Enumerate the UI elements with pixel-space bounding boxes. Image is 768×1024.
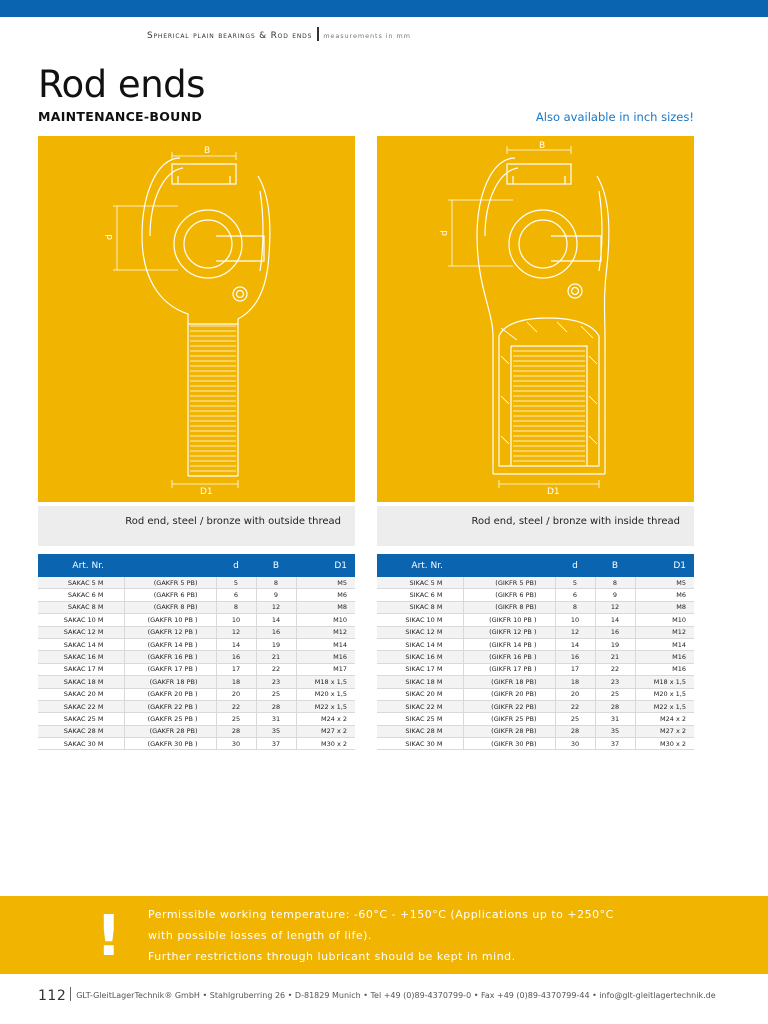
cell-art-nr: SAKAC 16 M xyxy=(38,651,124,663)
cell-d1: M27 x 2 xyxy=(635,725,694,737)
cell-d1: M30 x 2 xyxy=(296,738,355,750)
cell-art-nr: SAKAC 30 M xyxy=(38,738,124,750)
col-d1: D1 xyxy=(635,554,694,577)
cell-d: 10 xyxy=(555,614,595,626)
cell-d: 30 xyxy=(216,738,256,750)
dim-b-label-right: B xyxy=(539,141,546,151)
caption-text: Rod end, steel / bronze with outside thread xyxy=(125,516,341,527)
info-text xyxy=(148,904,614,967)
cell-alt-nr: (GAKFR 10 PB ) xyxy=(124,614,216,626)
cell-art-nr: SAKAC 8 M xyxy=(38,601,124,613)
info-line: Further restrictions through lubricant should be kept in mind. xyxy=(148,950,516,963)
cell-b: 25 xyxy=(595,688,635,700)
cell-b: 31 xyxy=(256,713,296,725)
table-row xyxy=(38,663,355,675)
cell-b: 21 xyxy=(595,651,635,663)
cell-b: 22 xyxy=(256,663,296,675)
cell-b: 12 xyxy=(595,601,635,613)
footer xyxy=(38,987,738,1004)
cell-alt-nr: (GIKFR 18 PB) xyxy=(463,676,555,688)
cell-art-nr: SIKAC 17 M xyxy=(377,663,463,675)
table-row xyxy=(38,700,355,712)
cell-art-nr: SAKAC 18 M xyxy=(38,676,124,688)
table-inside-thread xyxy=(377,554,694,750)
cell-d: 5 xyxy=(555,577,595,589)
cell-d1: M14 xyxy=(635,638,694,650)
cell-b: 21 xyxy=(256,651,296,663)
cell-art-nr: SAKAC 22 M xyxy=(38,700,124,712)
col-d: d xyxy=(555,554,595,577)
cell-b: 37 xyxy=(256,738,296,750)
cell-alt-nr: (GAKFR 17 PB ) xyxy=(124,663,216,675)
table-row xyxy=(38,638,355,650)
cell-d1: M10 xyxy=(296,614,355,626)
cell-d: 14 xyxy=(216,638,256,650)
table-row xyxy=(377,626,694,638)
diagram-inside-thread xyxy=(377,136,694,502)
table-row xyxy=(377,663,694,675)
cell-d: 20 xyxy=(555,688,595,700)
cell-alt-nr: (GIKFR 22 PB) xyxy=(463,700,555,712)
cell-alt-nr: (GAKFR 12 PB ) xyxy=(124,626,216,638)
cell-b: 9 xyxy=(595,589,635,601)
footer-divider xyxy=(70,987,71,1001)
top-color-bar xyxy=(0,0,768,17)
cell-b: 22 xyxy=(595,663,635,675)
col-b: B xyxy=(256,554,296,577)
cell-art-nr: SIKAC 25 M xyxy=(377,713,463,725)
cell-d: 12 xyxy=(216,626,256,638)
cell-d: 28 xyxy=(216,725,256,737)
cell-alt-nr: (GAKFR 20 PB ) xyxy=(124,688,216,700)
cell-alt-nr: (GAKFR 22 PB ) xyxy=(124,700,216,712)
rod-end-inside-thread-drawing xyxy=(377,136,694,502)
cell-b: 19 xyxy=(256,638,296,650)
cell-d: 20 xyxy=(216,688,256,700)
cell-art-nr: SIKAC 10 M xyxy=(377,614,463,626)
cell-alt-nr: (GIKFR 5 PB) xyxy=(463,577,555,589)
cell-d: 22 xyxy=(216,700,256,712)
dim-b-label: B xyxy=(204,146,211,156)
dim-d-label: d xyxy=(105,234,115,240)
cell-alt-nr: (GAKFR 28 PB) xyxy=(124,725,216,737)
cell-d: 25 xyxy=(216,713,256,725)
cell-d: 30 xyxy=(555,738,595,750)
cell-art-nr: SAKAC 10 M xyxy=(38,614,124,626)
cell-b: 23 xyxy=(595,676,635,688)
table-row xyxy=(377,601,694,613)
cell-alt-nr: (GAKFR 5 PB) xyxy=(124,577,216,589)
table-row xyxy=(38,725,355,737)
cell-art-nr: SAKAC 5 M xyxy=(38,577,124,589)
cell-alt-nr: (GIKFR 28 PB) xyxy=(463,725,555,737)
cell-b: 25 xyxy=(256,688,296,700)
cell-d: 28 xyxy=(555,725,595,737)
cell-d1: M8 xyxy=(296,601,355,613)
cell-d1: M20 x 1,5 xyxy=(635,688,694,700)
cell-d: 8 xyxy=(216,601,256,613)
cell-b: 31 xyxy=(595,713,635,725)
page-title: Rod ends xyxy=(38,63,205,106)
cell-d1: M27 x 2 xyxy=(296,725,355,737)
cell-alt-nr: (GIKFR 6 PB) xyxy=(463,589,555,601)
caption-outside-thread xyxy=(38,506,355,546)
cell-art-nr: SIKAC 30 M xyxy=(377,738,463,750)
table-row xyxy=(377,738,694,750)
cell-d1: M18 x 1,5 xyxy=(296,676,355,688)
cell-alt-nr: (GAKFR 16 PB ) xyxy=(124,651,216,663)
rod-end-outside-thread-drawing xyxy=(38,136,355,502)
cell-art-nr: SIKAC 16 M xyxy=(377,651,463,663)
cell-b: 23 xyxy=(256,676,296,688)
cell-b: 12 xyxy=(256,601,296,613)
cell-b: 8 xyxy=(595,577,635,589)
cell-d: 16 xyxy=(216,651,256,663)
cell-alt-nr: (GAKFR 6 PB) xyxy=(124,589,216,601)
cell-art-nr: SAKAC 12 M xyxy=(38,626,124,638)
table-row xyxy=(38,601,355,613)
cell-d1: M5 xyxy=(296,577,355,589)
caption-text: Rod end, steel / bronze with inside thread xyxy=(471,516,680,527)
col-d1: D1 xyxy=(296,554,355,577)
cell-d: 17 xyxy=(216,663,256,675)
cell-d: 5 xyxy=(216,577,256,589)
cell-alt-nr: (GAKFR 8 PB) xyxy=(124,601,216,613)
cell-alt-nr: (GAKFR 14 PB ) xyxy=(124,638,216,650)
table-row xyxy=(377,676,694,688)
header-divider xyxy=(317,27,319,41)
table-row xyxy=(377,700,694,712)
col-art-nr: Art. Nr. xyxy=(38,554,124,577)
cell-d1: M12 xyxy=(296,626,355,638)
cell-b: 19 xyxy=(595,638,635,650)
table-outside-thread xyxy=(38,554,355,750)
cell-alt-nr: (GIKFR 20 PB) xyxy=(463,688,555,700)
cell-d1: M14 xyxy=(296,638,355,650)
cell-d1: M18 x 1,5 xyxy=(635,676,694,688)
cell-art-nr: SIKAC 5 M xyxy=(377,577,463,589)
cell-b: 16 xyxy=(256,626,296,638)
col-art-nr: Art. Nr. xyxy=(377,554,463,577)
cell-alt-nr: (GIKFR 14 PB ) xyxy=(463,638,555,650)
cell-d: 22 xyxy=(555,700,595,712)
cell-alt-nr: (GIKFR 17 PB ) xyxy=(463,663,555,675)
table-row xyxy=(38,577,355,589)
cell-b: 28 xyxy=(256,700,296,712)
col-alt xyxy=(124,554,216,577)
cell-b: 35 xyxy=(595,725,635,737)
table-row xyxy=(377,589,694,601)
cell-d1: M22 x 1,5 xyxy=(635,700,694,712)
footer-address: GLT-GleitLagerTechnik® GmbH • Stahlgruberring 26 • D-81829 Munich • Tel +49 (0)89-4370799-0 • Fax +49 (0)89-4370799-44 • info@glt-gleitlagertechnik.de xyxy=(76,991,716,1000)
cell-d: 18 xyxy=(555,676,595,688)
dim-d1-label: D1 xyxy=(200,487,213,497)
cell-d1: M6 xyxy=(635,589,694,601)
cell-d: 16 xyxy=(555,651,595,663)
table-row xyxy=(377,688,694,700)
cell-d: 10 xyxy=(216,614,256,626)
cell-b: 35 xyxy=(256,725,296,737)
table-row xyxy=(38,589,355,601)
cell-art-nr: SIKAC 22 M xyxy=(377,700,463,712)
page-subtitle: MAINTENANCE-BOUND xyxy=(38,109,203,124)
cell-d1: M20 x 1,5 xyxy=(296,688,355,700)
cell-alt-nr: (GAKFR 18 PB) xyxy=(124,676,216,688)
cell-d1: M5 xyxy=(635,577,694,589)
table-row xyxy=(377,651,694,663)
cell-d: 12 xyxy=(555,626,595,638)
cell-b: 9 xyxy=(256,589,296,601)
cell-alt-nr: (GIKFR 12 PB ) xyxy=(463,626,555,638)
col-b: B xyxy=(595,554,635,577)
cell-b: 14 xyxy=(256,614,296,626)
cell-art-nr: SAKAC 14 M xyxy=(38,638,124,650)
cell-alt-nr: (GIKFR 8 PB) xyxy=(463,601,555,613)
cell-d: 8 xyxy=(555,601,595,613)
cell-alt-nr: (GIKFR 25 PB) xyxy=(463,713,555,725)
cell-d1: M12 xyxy=(635,626,694,638)
cell-d1: M8 xyxy=(635,601,694,613)
diagram-outside-thread xyxy=(38,136,355,502)
info-line: with possible losses of length of life). xyxy=(148,929,372,942)
units-note: measurements in mm xyxy=(323,32,411,40)
table-row xyxy=(377,638,694,650)
cell-art-nr: SAKAC 20 M xyxy=(38,688,124,700)
cell-d1: M24 x 2 xyxy=(296,713,355,725)
page-number: 112 xyxy=(38,988,67,1004)
exclamation-icon: ! xyxy=(96,904,122,969)
cell-art-nr: SIKAC 8 M xyxy=(377,601,463,613)
inch-sizes-note: Also available in inch sizes! xyxy=(535,110,694,124)
info-banner xyxy=(0,896,768,974)
col-alt xyxy=(463,554,555,577)
cell-d1: M24 x 2 xyxy=(635,713,694,725)
cell-d1: M16 xyxy=(635,651,694,663)
cell-b: 37 xyxy=(595,738,635,750)
table-row xyxy=(377,713,694,725)
cell-b: 14 xyxy=(595,614,635,626)
cell-b: 16 xyxy=(595,626,635,638)
cell-alt-nr: (GAKFR 30 PB ) xyxy=(124,738,216,750)
cell-d: 18 xyxy=(216,676,256,688)
table-row xyxy=(38,651,355,663)
table-row xyxy=(38,676,355,688)
cell-alt-nr: (GIKFR 10 PB ) xyxy=(463,614,555,626)
cell-art-nr: SIKAC 12 M xyxy=(377,626,463,638)
cell-art-nr: SAKAC 25 M xyxy=(38,713,124,725)
cell-b: 28 xyxy=(595,700,635,712)
cell-d1: M10 xyxy=(635,614,694,626)
cell-d: 17 xyxy=(555,663,595,675)
cell-art-nr: SAKAC 17 M xyxy=(38,663,124,675)
cell-art-nr: SAKAC 6 M xyxy=(38,589,124,601)
cell-d1: M16 xyxy=(296,651,355,663)
dim-d1-label-right: D1 xyxy=(547,487,560,497)
cell-art-nr: SIKAC 6 M xyxy=(377,589,463,601)
cell-art-nr: SAKAC 28 M xyxy=(38,725,124,737)
cell-d: 25 xyxy=(555,713,595,725)
cell-d1: M16 xyxy=(635,663,694,675)
table-row xyxy=(38,626,355,638)
col-d: d xyxy=(216,554,256,577)
table-row xyxy=(38,738,355,750)
table-row xyxy=(38,614,355,626)
cell-d: 6 xyxy=(216,589,256,601)
table-body xyxy=(38,577,355,750)
cell-d1: M22 x 1,5 xyxy=(296,700,355,712)
table-row xyxy=(38,713,355,725)
cell-alt-nr: (GAKFR 25 PB ) xyxy=(124,713,216,725)
table-row xyxy=(377,614,694,626)
table-row xyxy=(377,577,694,589)
table-row xyxy=(38,688,355,700)
section-title: Spherical plain bearings & Rod ends xyxy=(147,31,313,41)
caption-inside-thread xyxy=(377,506,694,546)
cell-b: 8 xyxy=(256,577,296,589)
cell-art-nr: SIKAC 14 M xyxy=(377,638,463,650)
cell-d: 14 xyxy=(555,638,595,650)
table-row xyxy=(377,725,694,737)
cell-d: 6 xyxy=(555,589,595,601)
cell-alt-nr: (GIKFR 16 PB ) xyxy=(463,651,555,663)
cell-art-nr: SIKAC 18 M xyxy=(377,676,463,688)
cell-d1: M30 x 2 xyxy=(635,738,694,750)
cell-d1: M6 xyxy=(296,589,355,601)
table-body xyxy=(377,577,694,750)
section-header xyxy=(147,27,411,41)
cell-alt-nr: (GIKFR 30 PB) xyxy=(463,738,555,750)
cell-d1: M17 xyxy=(296,663,355,675)
cell-art-nr: SIKAC 20 M xyxy=(377,688,463,700)
info-line: Permissible working temperature: -60°C - +150°C (Applications up to +250°C xyxy=(148,908,614,921)
dim-d-label-right: d xyxy=(440,230,450,236)
cell-art-nr: SIKAC 28 M xyxy=(377,725,463,737)
